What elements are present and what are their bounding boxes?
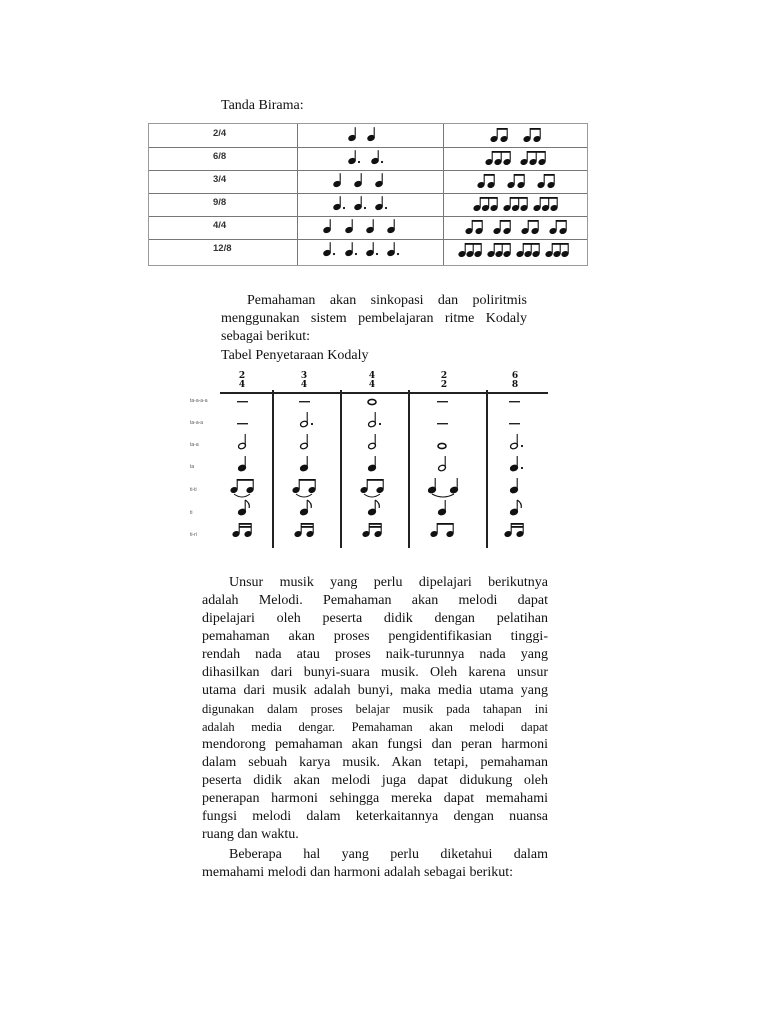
note-beam: [523, 243, 539, 245]
paragraph-line: Unsur musik yang perlu dipelajari berikutnya: [229, 575, 548, 590]
note-dot: [311, 423, 313, 425]
intro-paragraph: [221, 292, 527, 346]
note-head: [561, 251, 568, 257]
note-beam: [480, 197, 497, 199]
rhythm-syllable-label: ta: [190, 464, 195, 470]
note-head: [438, 443, 446, 448]
note-head: [529, 159, 536, 165]
note-dot: [385, 207, 387, 209]
note-flag: [517, 500, 521, 508]
meter-denominator: 4: [238, 380, 246, 390]
note-head: [549, 228, 556, 234]
meter-denominator: 2: [440, 380, 448, 390]
note-beam: [437, 523, 453, 525]
rhythm-syllable-label: ta-a-a: [190, 420, 204, 426]
note-head: [308, 487, 315, 493]
paragraph-line: digunakan dalam proses belajar musik pada tahapan ini: [202, 702, 548, 716]
note-head: [477, 182, 484, 188]
note-flag: [307, 500, 311, 508]
time-signature-label: 12/8: [213, 243, 232, 254]
note-head: [500, 136, 507, 142]
note-head: [533, 205, 540, 211]
note-flag: [375, 500, 379, 508]
kodaly-caption: Tabel Penyetaraan Kodaly: [221, 348, 369, 363]
time-signature-label: 3/4: [213, 174, 227, 185]
note-head: [493, 228, 500, 234]
paragraph-line: mendorong pemahaman akan fungsi dan peran harmoni: [202, 737, 548, 752]
note-beam: [301, 526, 313, 528]
note-beam: [301, 523, 313, 525]
note-head: [495, 251, 502, 257]
note-head: [553, 251, 560, 257]
paragraph-line: rendah nada atau proses naik-turunnya nada yang: [202, 647, 548, 662]
note-head: [516, 251, 523, 257]
note-head: [516, 531, 523, 537]
note-dot: [364, 207, 366, 209]
note-head: [542, 205, 549, 211]
kodaly-notation: [190, 370, 550, 550]
note-beam: [511, 526, 523, 528]
note-head: [533, 136, 540, 142]
paragraph-line: memahami melodi dan harmoni adalah sebagai berikut:: [202, 865, 514, 880]
paragraph-line: Pemahaman akan sinkopasi dan poliritmis: [247, 293, 527, 308]
rest-mark: [509, 423, 520, 424]
note-head: [487, 182, 494, 188]
note-head: [485, 159, 492, 165]
note-head: [446, 531, 453, 537]
note-head: [559, 228, 566, 234]
note-head: [458, 251, 465, 257]
note-head: [360, 487, 367, 493]
paragraph-line: peserta didik akan melodi juga dapat didukung oleh: [202, 773, 548, 788]
note-beam: [484, 174, 494, 176]
rhythm-syllable-label: ta-a-a-a: [190, 398, 208, 404]
paragraph-line: penerapan harmoni sehingga mereka dapat memahami: [202, 791, 548, 806]
note-head: [538, 159, 545, 165]
melodi-paragraph: [202, 574, 548, 844]
note-head: [547, 182, 554, 188]
rest-mark: [237, 401, 248, 402]
tie-mark: [296, 494, 312, 497]
note-beam: [511, 523, 523, 525]
note-head: [520, 205, 527, 211]
rest-mark: [237, 423, 248, 424]
note-flag: [245, 500, 249, 508]
note-dot: [379, 423, 381, 425]
note-dot: [358, 161, 360, 163]
note-head: [503, 205, 510, 211]
note-beam: [530, 128, 540, 130]
paragraph-line: adalah Melodi. Pemahaman akan melodi dapat: [202, 593, 548, 608]
note-head: [473, 205, 480, 211]
rest-mark: [299, 401, 310, 402]
note-head: [465, 228, 472, 234]
note-beam: [367, 479, 383, 481]
paragraph-line: dihasilkan dari bunyi-suara musik. Oleh karena unsur: [202, 665, 548, 680]
paragraph-line: menggunakan sistem pembelajaran ritme Kodaly: [221, 311, 527, 326]
meter-numerator: 3: [300, 371, 308, 381]
tie-mark: [364, 494, 380, 497]
paragraph-line: ruang dan waktu.: [202, 827, 299, 842]
meter-denominator: 4: [368, 380, 376, 390]
note-head: [246, 487, 253, 493]
note-dot: [333, 253, 335, 255]
meter-denominator: 4: [300, 380, 308, 390]
rhythm-syllable-label: ti: [190, 510, 193, 516]
paragraph-line: fungsi melodi dalam keterkaitannya dengan nuansa: [202, 809, 548, 824]
note-beam: [465, 243, 481, 245]
note-beam: [494, 243, 510, 245]
closing-paragraph: [202, 846, 548, 882]
time-signature-table: [148, 123, 588, 266]
note-head: [494, 159, 501, 165]
note-beam: [527, 151, 545, 153]
birama-caption: Tanda Birama:: [221, 98, 304, 113]
note-head: [521, 228, 528, 234]
note-head: [466, 251, 473, 257]
meter-numerator: 4: [368, 371, 376, 381]
note-beam: [497, 128, 507, 130]
note-beam: [540, 197, 557, 199]
note-dot: [355, 253, 357, 255]
paragraph-line: adalah media dengar. Pemahaman akan melodi dapat: [202, 720, 548, 734]
note-dot: [521, 445, 523, 447]
note-head: [503, 251, 510, 257]
note-head: [512, 205, 519, 211]
meter-numerator: 2: [238, 371, 246, 381]
meter-numerator: 2: [440, 371, 448, 381]
note-beam: [544, 174, 554, 176]
rest-mark: [437, 423, 448, 424]
note-head: [537, 182, 544, 188]
note-beam: [369, 526, 381, 528]
note-head: [504, 531, 511, 537]
paragraph-line: dalam sebuah karya musik. Akan tetapi, pemahaman: [202, 755, 548, 770]
note-head: [487, 251, 494, 257]
note-head: [490, 136, 497, 142]
note-head: [523, 136, 530, 142]
paragraph-line: pemahaman akan proses pengidentifikasian tinggi-: [202, 629, 548, 644]
note-head: [545, 251, 552, 257]
paragraph-line: Beberapa hal yang perlu diketahui dalam: [229, 847, 548, 862]
note-head: [362, 531, 369, 537]
note-head: [517, 182, 524, 188]
note-head: [232, 531, 239, 537]
paragraph-line: utama dari musik adalah bunyi, maka media utama yang: [202, 683, 548, 698]
note-head: [507, 182, 514, 188]
birama-notation: [149, 124, 589, 267]
meter-denominator: 8: [511, 380, 519, 390]
note-dot: [381, 161, 383, 163]
note-head: [374, 531, 381, 537]
time-signature-label: 2/4: [213, 128, 227, 139]
note-head: [230, 487, 237, 493]
kodaly-equivalence-table: [190, 370, 550, 550]
meter-numerator: 6: [511, 371, 519, 381]
note-beam: [500, 220, 510, 222]
note-beam: [492, 151, 510, 153]
note-head: [430, 531, 437, 537]
note-beam: [237, 479, 253, 481]
note-beam: [528, 220, 538, 222]
note-head: [531, 228, 538, 234]
paragraph-line: sebagai berikut:: [221, 329, 311, 344]
tie-mark: [432, 494, 454, 497]
note-dot: [521, 467, 523, 469]
note-head: [306, 531, 313, 537]
rhythm-syllable-label: ti-ti: [190, 487, 197, 493]
note-head: [532, 251, 539, 257]
note-beam: [510, 197, 527, 199]
note-beam: [369, 523, 381, 525]
note-head: [474, 251, 481, 257]
note-dot: [397, 253, 399, 255]
note-head: [368, 399, 376, 404]
note-beam: [239, 523, 251, 525]
note-head: [482, 205, 489, 211]
note-beam: [514, 174, 524, 176]
rhythm-syllable-label: ta-a: [190, 442, 199, 448]
rhythm-syllable-label: ti-ri: [190, 532, 197, 538]
rest-mark: [509, 401, 520, 402]
note-head: [520, 159, 527, 165]
time-signature-label: 9/8: [213, 197, 227, 208]
note-head: [244, 531, 251, 537]
time-signature-label: 6/8: [213, 151, 227, 162]
note-beam: [552, 243, 568, 245]
note-head: [550, 205, 557, 211]
note-dot: [376, 253, 378, 255]
note-head: [292, 487, 299, 493]
time-signature-label: 4/4: [213, 220, 227, 231]
tie-mark: [234, 494, 250, 497]
note-head: [490, 205, 497, 211]
paragraph-line: dipelajari oleh peserta didik dengan pelatihan: [202, 611, 548, 626]
note-head: [524, 251, 531, 257]
note-head: [294, 531, 301, 537]
note-beam: [556, 220, 566, 222]
note-head: [376, 487, 383, 493]
note-beam: [239, 526, 251, 528]
note-head: [503, 228, 510, 234]
rest-mark: [437, 401, 448, 402]
note-head: [503, 159, 510, 165]
note-dot: [343, 207, 345, 209]
note-beam: [299, 479, 315, 481]
note-head: [475, 228, 482, 234]
note-beam: [472, 220, 482, 222]
